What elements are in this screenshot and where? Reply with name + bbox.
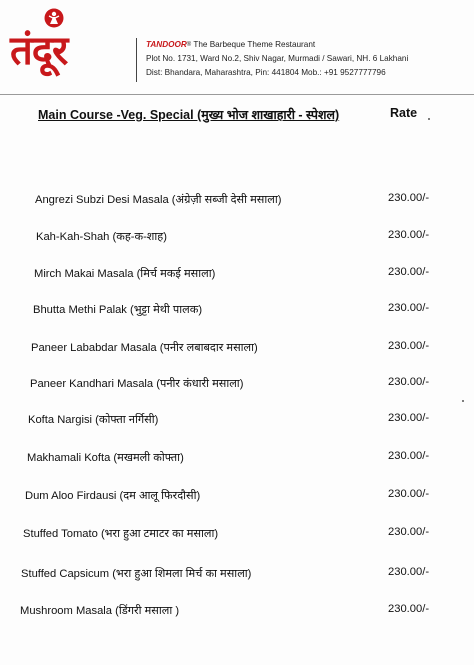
brand-name: TANDOOR — [146, 40, 187, 49]
trademark-symbol: ® — [186, 42, 192, 48]
dish-name: Mushroom Masala (डिंगरी मसाला ) — [20, 605, 180, 617]
menu-item-row — [0, 229, 474, 249]
menu-item-row — [0, 566, 474, 586]
contact-line: Dist: Bhandara, Maharashtra, Pin: 441804 Mob.: +91 9527777796 — [146, 68, 386, 77]
logo-wordmark: तंदूर — [10, 27, 68, 74]
address-line: Plot No. 1731, Ward No.2, Shiv Nagar, Murmadi / Sawari, NH. 6 Lakhani — [146, 54, 409, 63]
dish-price: 230.00/- — [388, 603, 430, 615]
menu-item-row — [0, 340, 474, 360]
tagline: The Barbeque Theme Restaurant — [191, 40, 316, 49]
dish-price: 230.00/- — [388, 566, 430, 578]
menu-item-row — [0, 192, 474, 212]
dish-price: 230.00/- — [388, 302, 430, 314]
dish-price: 230.00/- — [388, 229, 430, 241]
dish-name: Stuffed Tomato (भरा हुआ टमाटर का मसाला) — [23, 528, 219, 540]
dish-price: 230.00/- — [388, 450, 430, 462]
dish-price: 230.00/- — [388, 526, 430, 538]
dish-price: 230.00/- — [388, 340, 430, 352]
dish-price: 230.00/- — [388, 192, 430, 204]
dish-name: Paneer Lababdar Masala (पनीर लबाबदार मसाला) — [31, 342, 258, 354]
dish-price: 230.00/- — [388, 412, 430, 424]
dish-name: Stuffed Capsicum (भरा हुआ शिमला मिर्च का मसाला) — [21, 568, 252, 580]
dish-name: Bhutta Methi Palak (भुट्टा मेथी पालक) — [33, 304, 203, 316]
dish-price: 230.00/- — [388, 266, 430, 278]
dish-name: Dum Aloo Firdausi (दम आलू फिरदौसी) — [25, 490, 201, 502]
dish-price: 230.00/- — [388, 488, 430, 500]
menu-item-row — [0, 412, 474, 432]
dish-name: Kofta Nargisi (कोफ्ता नर्गिसी) — [28, 414, 159, 426]
dish-name: Angrezi Subzi Desi Masala (अंग्रेज़ी सब्जी देसी मसाला) — [35, 194, 282, 206]
section-title: Main Course -Veg. Special (मुख्य भोज शाखाहारी - स्पेशल) — [38, 108, 340, 122]
dish-price: 230.00/- — [388, 376, 430, 388]
dish-name: Paneer Kandhari Masala (पनीर कंधारी मसाला) — [30, 378, 244, 390]
menu-item-row — [0, 376, 474, 396]
dish-name: Mirch Makai Masala (मिर्च मकई मसाला) — [34, 268, 216, 280]
menu-item-row — [0, 302, 474, 322]
dish-name: Kah-Kah-Shah (कह-क-शाह) — [36, 231, 167, 243]
dish-name: Makhamali Kofta (मखमली कोफ्ता) — [27, 452, 184, 464]
menu-item-row — [0, 488, 474, 508]
menu-item-row — [0, 266, 474, 286]
rate-column-header: Rate — [390, 106, 418, 120]
menu-item-row — [0, 450, 474, 470]
menu-item-row — [0, 603, 474, 623]
menu-item-row — [0, 526, 474, 546]
